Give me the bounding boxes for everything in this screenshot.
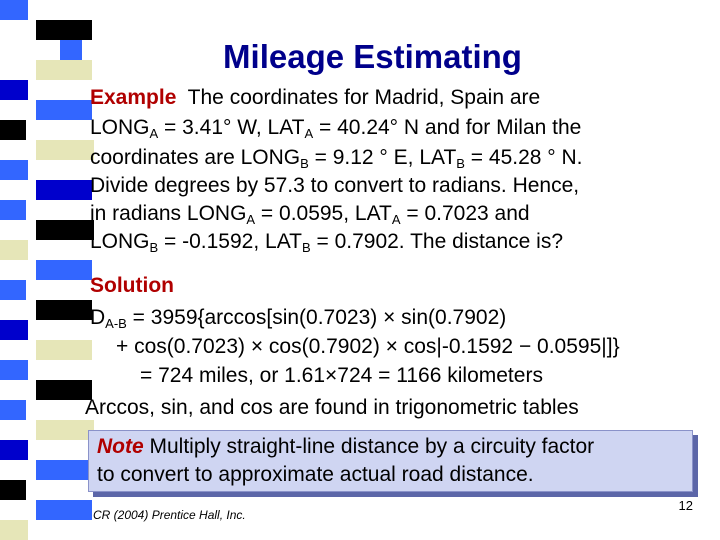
text: = 0.7023 and [400, 202, 530, 225]
solution-line-2: + cos(0.7023) × cos(0.7902) × cos|-0.1592 − 0.0595|]} [116, 335, 620, 358]
subscript: B [300, 156, 309, 171]
example-line-1-text: The coordinates for Madrid, Spain are [176, 86, 541, 109]
subscript: A-B [105, 316, 127, 331]
example-line-4: Divide degrees by 57.3 to convert to radians. Hence, [90, 174, 580, 197]
example-line-2 [90, 115, 581, 141]
note-line-1 [97, 433, 594, 461]
subscript: A [391, 212, 401, 227]
example-line-3 [90, 145, 583, 171]
note-label: Note [97, 435, 144, 458]
sidebar-block [0, 80, 28, 100]
sidebar-block [0, 360, 28, 380]
sidebar-block [0, 520, 28, 540]
sidebar-block [36, 500, 92, 520]
example-label: Example [90, 86, 177, 109]
note-line-2: to convert to approximate actual road distance. [97, 463, 534, 486]
sidebar-block [36, 220, 94, 240]
sidebar-block [36, 140, 94, 160]
subscript: A [149, 126, 159, 141]
subscript: B [456, 156, 465, 171]
solution-line-3: = 724 miles, or 1.61×724 = 1166 kilometers [140, 364, 543, 387]
text: = 0.0595, LAT [255, 202, 392, 225]
sidebar-block [36, 380, 92, 400]
text: LONG [90, 116, 150, 139]
sidebar-block [0, 200, 26, 220]
sidebar-block [36, 300, 92, 320]
sidebar-block [0, 280, 26, 300]
example-line-6 [90, 229, 563, 255]
text: = 40.24° N and for Milan the [313, 116, 582, 139]
text: = 45.28 ° N. [464, 146, 583, 169]
text: = -0.1592, LAT [158, 230, 302, 253]
sidebar-block [36, 100, 92, 120]
note-line-1-text: Multiply straight-line distance by a circuity factor [143, 435, 595, 458]
solution-line-1 [90, 305, 506, 331]
sidebar-block [0, 160, 28, 180]
copyright-footer: CR (2004) Prentice Hall, Inc. [93, 508, 246, 522]
note-text [97, 433, 594, 489]
sidebar-block [0, 480, 26, 500]
text: D [90, 306, 106, 329]
text: in radians LONG [90, 202, 247, 225]
text: = 9.12 ° E, LAT [308, 146, 457, 169]
sidebar-block [0, 0, 28, 20]
solution-label: Solution [90, 274, 174, 297]
sidebar-block [0, 440, 28, 460]
example-line-5 [90, 201, 530, 227]
sidebar-block [36, 340, 92, 360]
subscript: A [246, 212, 256, 227]
page-number: 12 [678, 498, 693, 513]
example-line-1 [90, 85, 540, 111]
sidebar-block [0, 240, 28, 260]
text: = 3959{arccos[sin(0.7023) × sin(0.7902) [126, 306, 507, 329]
subscript: B [149, 240, 159, 255]
sidebar-block [36, 460, 92, 480]
subscript: A [304, 126, 314, 141]
sidebar-block [36, 260, 92, 280]
sidebar-block [0, 120, 26, 140]
note-box [88, 430, 693, 492]
sidebar-block [36, 420, 94, 440]
decorative-sidebar [0, 0, 62, 540]
sidebar-block [36, 180, 92, 200]
text: = 3.41° W, LAT [158, 116, 305, 139]
sidebar-block [0, 320, 28, 340]
text: LONG [90, 230, 150, 253]
slide-title: Mileage Estimating [223, 38, 522, 75]
sidebar-block [36, 20, 92, 40]
text: coordinates are LONG [90, 146, 301, 169]
text: = 0.7902. The distance is? [310, 230, 564, 253]
sidebar-block [0, 400, 26, 420]
solution-line-4: Arccos, sin, and cos are found in trigonometric tables [85, 396, 579, 419]
subscript: B [301, 240, 311, 255]
